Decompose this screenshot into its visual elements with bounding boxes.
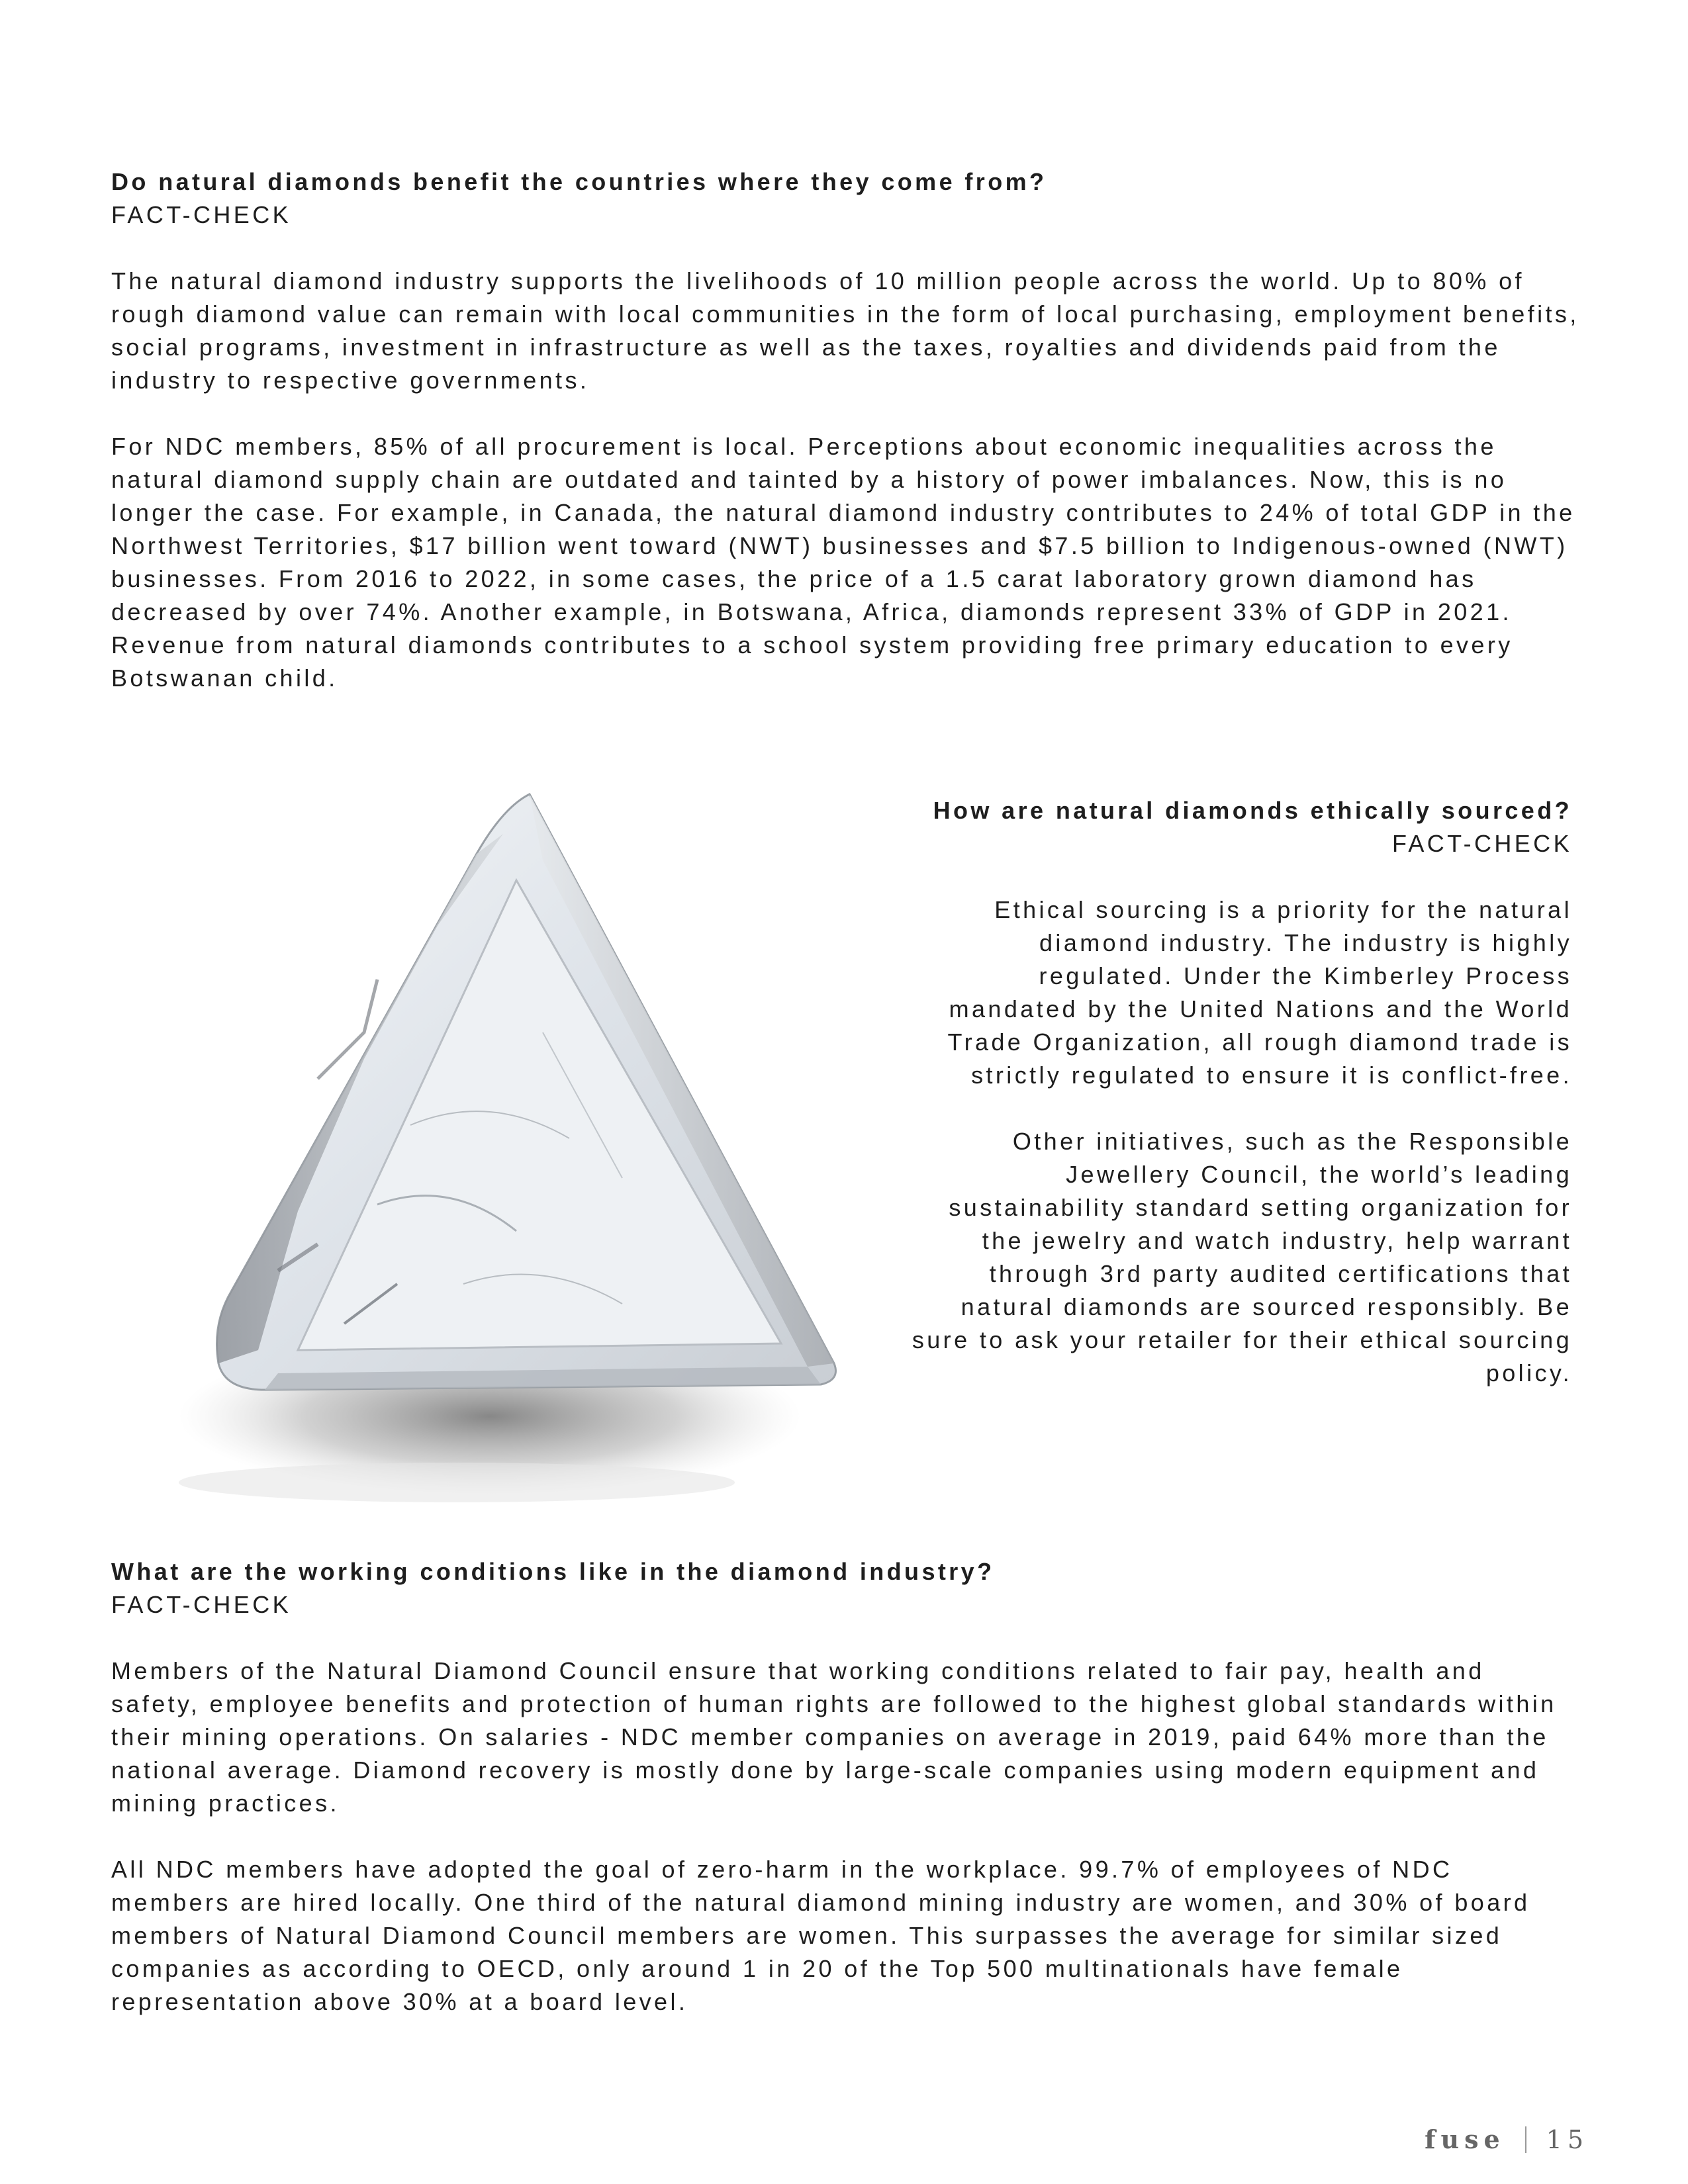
fact-check-label: FACT-CHECK [111, 201, 292, 228]
section-heading: How are natural diamonds ethically sourced? [933, 797, 1572, 824]
body-paragraph: For NDC members, 85% of all procurement is local. Perceptions about economic inequalities across the natural diamond supply chain are outdated and tainted by a history of power imbalances. Now, this is no longer the case. For example, in Canada, the natural diamond industry contributes to 24% of total GDP in the Northwest Territories, $17 billion went toward (NWT) businesses and $7.5 billion to Indigenous-owned (NWT) businesses. From 2016 to 2022, in some cases, the price of a 1.5 carat laboratory grown diamond has decreased by over 74%. Another example, in Botswana, Africa, diamonds represent 33% of GDP in 2021. Revenue from natural diamonds contributes to a school system providing free primary education to every Botswanan child. [111, 433, 1575, 692]
page-number: 15 [1546, 2124, 1589, 2154]
body-paragraph: Other initiatives, such as the Responsible Jewellery Council, the world’s leading sustainability standard setting organization for the jewelry and watch industry, help warrant through 3rd party audited certifications that natural diamonds are sourced responsibly. Be sure to ask your retailer for their ethical sourcing policy. [912, 1128, 1572, 1387]
footer-divider [1525, 2126, 1526, 2153]
section-heading: Do natural diamonds benefit the countries where they come from? [111, 168, 1047, 195]
section-ethical-sourcing [900, 794, 1572, 1390]
section-countries-benefit [111, 165, 1581, 695]
body-paragraph: The natural diamond industry supports the livelihoods of 10 million people across the world. Up to 80% of rough diamond value can remain with local communities in the form of local purchasing, employment benefits, social programs, investment in infrastructure as well as the taxes, royalties and dividends paid from the industry to respective governments. [111, 267, 1579, 394]
body-paragraph: All NDC members have adopted the goal of zero-harm in the workplace. 99.7% of employees of NDC members are hired locally. One third of the natural diamond mining industry are women, and 30% of board members of Natural Diamond Council members are women. This surpasses the average for similar sized companies as according to OECD, only around 1 in 20 of the Top 500 multinationals have female representation above 30% at a board level. [111, 1856, 1530, 2015]
page-footer [1425, 2124, 1589, 2154]
fact-check-label: FACT-CHECK [111, 1591, 292, 1618]
body-paragraph: Members of the Natural Diamond Council ensure that working conditions related to fair pay, health and safety, employee benefits and protection of human rights are followed to the highest global standards within their mining operations. On salaries - NDC member companies on average in 2019, paid 64% more than the national average. Diamond recovery is mostly done by large-scale companies using modern equipment and mining practices. [111, 1657, 1557, 1817]
rough-diamond-image [146, 781, 880, 1509]
fact-check-label: FACT-CHECK [1391, 830, 1572, 857]
section-heading: What are the working conditions like in the diamond industry? [111, 1558, 995, 1585]
section-working-conditions [111, 1555, 1581, 2019]
brand-name: fuse [1425, 2124, 1505, 2154]
body-paragraph: Ethical sourcing is a priority for the natural diamond industry. The industry is highly regulated. Under the Kimberley Process mandated by the United Nations and the World Trade Organization, all rough diamond trade is strictly regulated to ensure it is conflict-free. [947, 896, 1572, 1089]
